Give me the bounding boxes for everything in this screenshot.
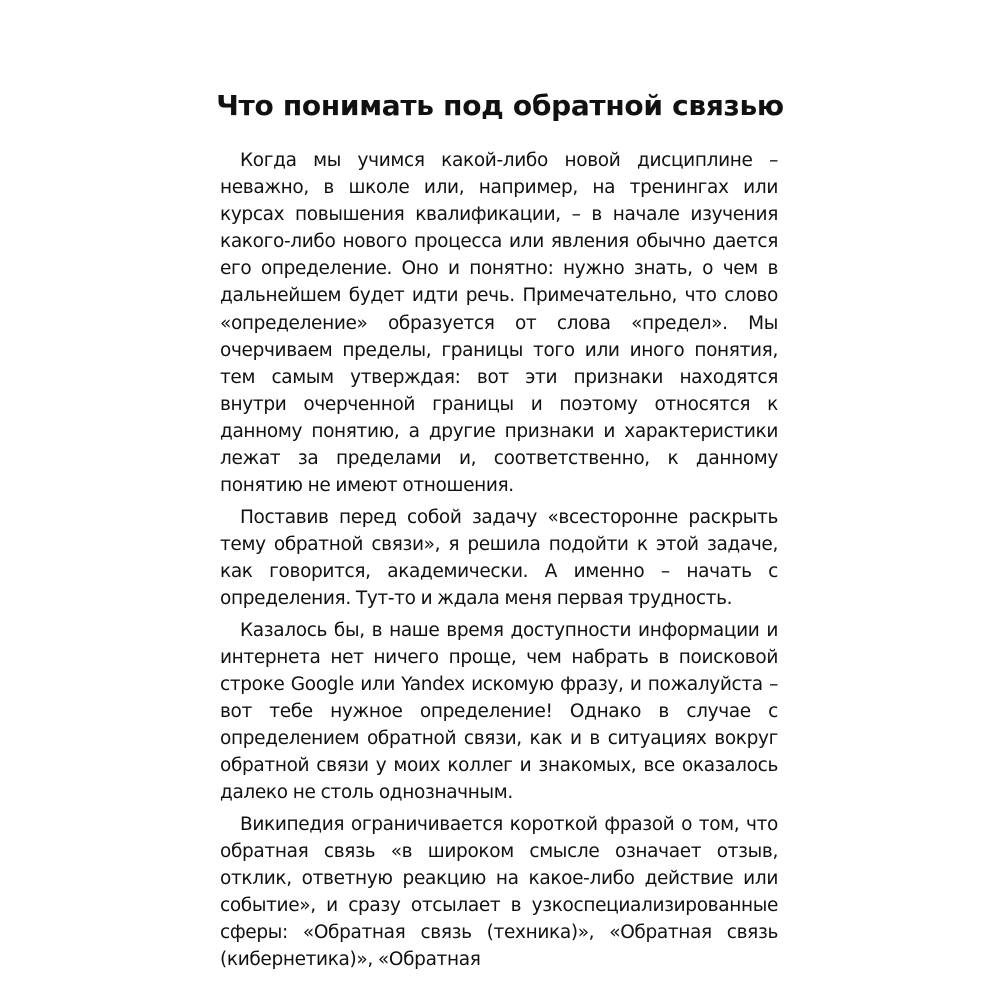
paragraph-1: Когда мы учимся какой-либо новой дисциплине – неважно, в школе или, например, на тренингах или курсах повышения квалификации, – в начале изучения какого-либо нового процесса или явления обычно дается его определение. Оно и понятно: нужно знать, о чем в дальнейшем будет идти речь. Примечательно, что слово «определение» образуется от слова «предел». Мы очерчиваем пределы, границы того или иного понятия, тем самым утверждая: вот эти признаки находятся внутри очерченной границы и поэтому относятся к данному понятию, а другие признаки и характеристики лежат за пределами и, соответственно, к данному понятию не имеют отношения. [220,150,778,497]
paragraph-4: Википедия ограничивается короткой фразой о том, что обратная связь «в широком смысле означает отзыв, отклик, ответную реакцию на какое-либо действие или событие», и сразу отсылает в узкоспециализированные сферы: «Обратная связь (техника)», «Обратная связь (кибернетика)», «Обратная [220,813,778,971]
paragraph-3: Казалось бы, в наше время доступности информации и интернета нет ничего проще, чем набрать в поисковой строке Google или Yandex искомую фразу, и пожалуйста – вот тебе нужное определение! Однако в случае с определением обратной связи, как и в ситуациях вокруг обратной связи у моих коллег и знакомых, все оказалось далеко не столь однозначным. [220,619,778,804]
page-body [220,147,778,973]
paragraph-2: Поставив перед собой задачу «всесторонне раскрыть тему обратной связи», я решила подойти к этой задаче, как говорится, академически. А именно – начать с определения. Тут-то и ждала меня первая трудность. [220,506,778,609]
page-title: Что понимать под обратной связью [216,89,784,122]
